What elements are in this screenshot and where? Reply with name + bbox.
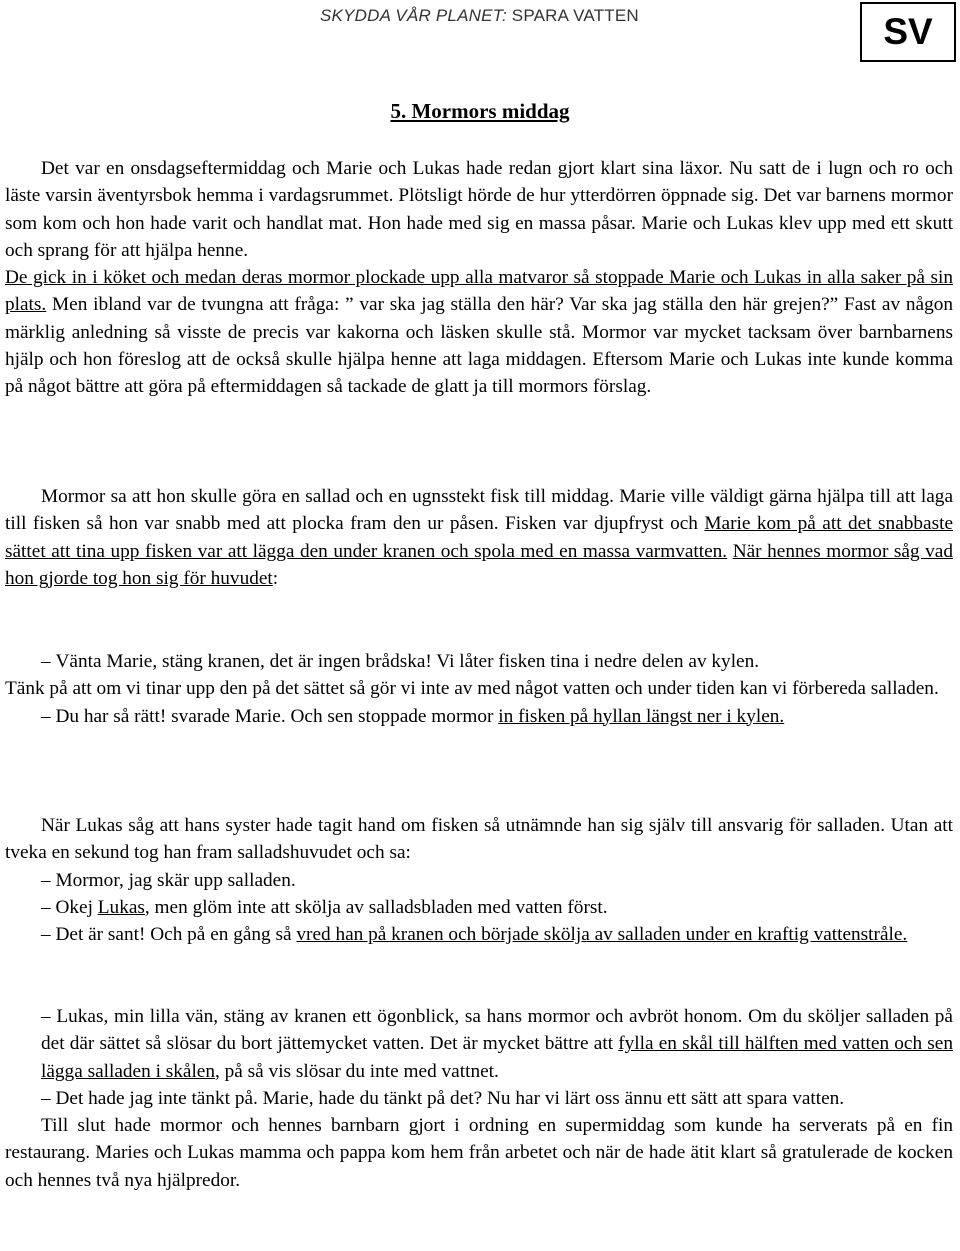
dialogue-line bbox=[5, 1085, 953, 1112]
paragraph-4-intro: När Lukas såg att hans syster hade tagit hand om fisken så utnämnde han sig själv till ansvarig för salladen. Utan att tveka en sekund tog han fram salladshuvudet och sa: bbox=[5, 815, 953, 864]
paragraph-3 bbox=[5, 648, 953, 730]
paragraph-2 bbox=[5, 483, 953, 592]
dialogue-line bbox=[5, 648, 953, 675]
p1-sentence-1: Det var en onsdagseftermiddag och Marie och Lukas hade redan gjort klart sina läxor. Nu satt de i lugn och ro och läste varsin äventyrsbok hemma i vardagsrummet. Plötsligt hörde de hur ytterdörren öppnade sig. Det var barnens mormor som kom och hon hade varit och handlat mat. Hon hade med sig en massa påsar. Marie och Lukas klev upp med ett skutt och sprang för att hjälpa henne. bbox=[5, 158, 953, 261]
closing-paragraph: Till slut hade mormor och hennes barnbarn gjort i ordning en supermiddag som kunde ha serverats på en fin restaurang. Maries och Lukas mamma och pappa kom hem från arbetet och när de hade ätit klart så gratulerade de kocken och hennes två nya hjälpredor. bbox=[5, 1115, 953, 1191]
language-badge bbox=[860, 2, 956, 62]
p2-a: Mormor sa att hon skulle göra en sallad och en ugnsstekt fisk till middag. Marie ville väldigt gärna hjälpa till att laga till fisken så hon var snabb med att plocka fram den ur påsen. Fisken var djupfryst och bbox=[5, 486, 953, 535]
p4-d2-underlined: Lukas bbox=[97, 896, 145, 918]
dialogue-line bbox=[5, 894, 953, 921]
dialogue-line bbox=[5, 921, 953, 948]
p4-d2b: , men glöm inte att skölja av salladsbladen med vatten först. bbox=[144, 896, 608, 918]
header-topic-rest: SPARA VATTEN bbox=[506, 6, 639, 25]
p1-underlined: De gick in i köket och medan deras mormor plockade upp alla matvaror så stoppade Marie och Lukas in alla saker på sin plats. bbox=[5, 267, 953, 316]
p4-d3a: Det är sant! Och på en gång så bbox=[55, 924, 297, 946]
paragraph-2-text bbox=[5, 483, 953, 592]
p3-d2-underlined: in fisken på hyllan längst ner i kylen. bbox=[498, 705, 785, 727]
p4-d1: Mormor, jag skär upp salladen. bbox=[55, 869, 296, 891]
p3-d1: Vänta Marie, stäng kranen, det är ingen brådska! Vi låter fisken tina i nedre delen av kylen. bbox=[55, 651, 760, 672]
p4-d3-underlined: vred han på kranen och började skölja av salladen under en kraftig vattenstråle. bbox=[296, 924, 908, 946]
p2-underlined-1: Marie kom på att det snabbaste sättet att tina upp fisken var att lägga den under kranen och spola med en massa varmvatten. bbox=[5, 513, 954, 562]
p3-d2a: Du har så rätt! svarade Marie. Och sen stoppade mormor bbox=[55, 705, 499, 727]
p1-sentence-3: Men ibland var de tvungna att fråga: ” var ska jag ställa den här? Var ska jag ställa den här grejen?” Fast av någon märklig anledning så visste de precis var kakorna och läsken skulle stå. Mormor var mycket tacksam över barnbarnens hjälp och hon föreslog att de också skulle hjälpa henne att laga middagen. Eftersom Marie och Lukas inte kunde komma på något bättre att göra på eftermiddagen så tackade de glatt ja till mormors förslag. bbox=[5, 294, 953, 398]
p2-underlined-2: När hennes mormor såg vad hon gjorde tog hon sig för huvudet bbox=[5, 540, 953, 589]
p4-d2a: Okej bbox=[55, 896, 98, 918]
paragraph-5 bbox=[5, 1003, 953, 1194]
dialogue-line bbox=[5, 867, 953, 894]
paragraph-1-text bbox=[5, 155, 953, 264]
p5-d2: Det hade jag inte tänkt på. Marie, hade du tänkt på det? Nu har vi lärt oss ännu ett sätt att spara vatten. bbox=[55, 1087, 845, 1109]
header-topic bbox=[320, 6, 639, 26]
dialogue-line bbox=[5, 703, 953, 730]
dialogue-line bbox=[5, 1003, 953, 1085]
header-topic-prefix: SKYDDA VÅR PLANET: bbox=[320, 6, 507, 25]
paragraph-1b-text bbox=[5, 264, 953, 400]
paragraph-1 bbox=[5, 155, 953, 401]
paragraph-3-continuation bbox=[5, 675, 953, 702]
language-code: SV bbox=[883, 11, 933, 52]
page-title: 5. Mormors middag bbox=[390, 99, 570, 123]
p2-c: : bbox=[272, 567, 279, 589]
p5-d1a: Lukas, min lilla vän, stäng av kranen ett ögonblick, sa hans mormor och avbröt honom. Om du sköljer salladen på det där sättet så slösar du bort jättemycket vatten. Det är mycket bättre att bbox=[41, 1006, 953, 1055]
p3-d1b: Tänk på att om vi tinar upp den på det sättet så gör vi inte av med något vatten och under tiden kan vi förbereda salladen. bbox=[5, 678, 939, 700]
p5-d1b: , på så vis slösar du inte med vattnet. bbox=[215, 1060, 499, 1082]
p5-d1-underlined: fylla en skål till hälften med vatten och sen lägga salladen i skålen bbox=[41, 1033, 953, 1082]
paragraph-4 bbox=[5, 812, 953, 948]
